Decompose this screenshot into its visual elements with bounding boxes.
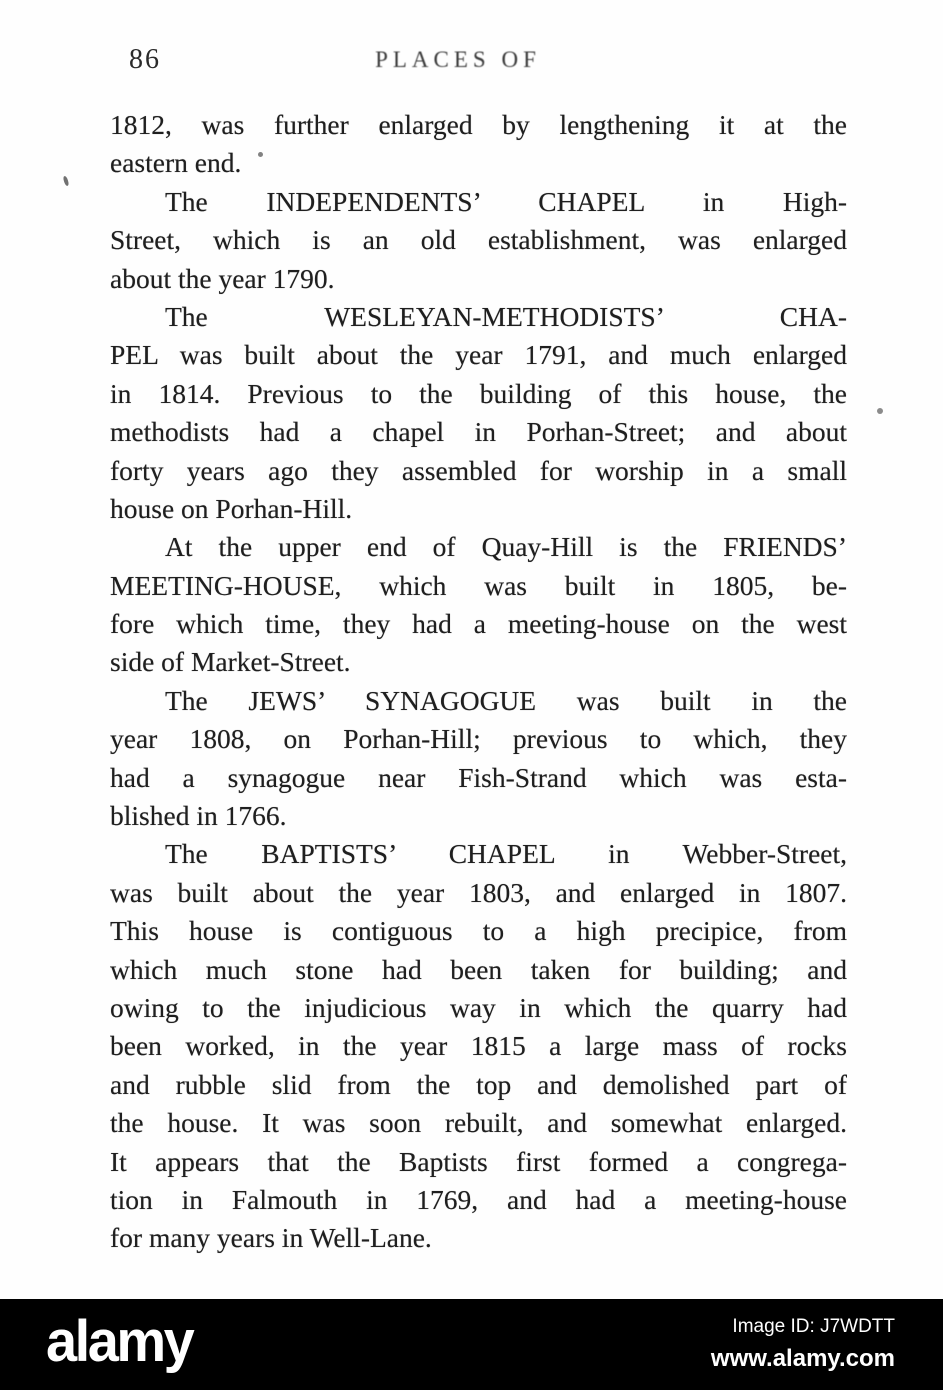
text-line: methodists had a chapel in Porhan-Street; and about — [110, 416, 847, 448]
text-line: The BAPTISTS’ CHAPEL in Webber-Street, — [165, 838, 847, 870]
watermark-bar — [0, 1299, 943, 1390]
alamy-website-text: www.alamy.com — [710, 1345, 895, 1372]
text-line: which much stone had been taken for building; and — [110, 953, 847, 985]
text-line: had a synagogue near Fish-Strand which was esta- — [110, 761, 847, 793]
text-line: about the year 1790. — [110, 262, 335, 294]
text-line: MEETING-HOUSE, which was built in 1805, be- — [110, 569, 847, 601]
scan-speck — [258, 152, 263, 157]
text-line: been worked, in the year 1815 a large mass of rocks — [110, 1030, 847, 1062]
text-line: PEL was built about the year 1791, and much enlarged — [110, 339, 847, 371]
alamy-logo: alamy — [46, 1308, 193, 1374]
text-line: the house. It was soon rebuilt, and somewhat enlarged. — [110, 1107, 847, 1139]
text-line: tion in Falmouth in 1769, and had a meeting-house — [110, 1183, 847, 1215]
page-number: 86 — [129, 44, 161, 75]
text-line: in 1814. Previous to the building of this house, the — [110, 377, 847, 409]
text-line: blished in 1766. — [110, 800, 287, 832]
text-line: and rubble slid from the top and demolished part of — [110, 1068, 847, 1100]
scan-speck — [877, 408, 883, 414]
watermark-info — [711, 1316, 895, 1373]
text-line: At the upper end of Quay-Hill is the FRIENDS’ — [165, 531, 847, 563]
text-line: Street, which is an old establishment, was enlarged — [110, 224, 847, 256]
text-line: forty years ago they assembled for worship in a small — [110, 454, 847, 486]
text-line: It appears that the Baptists first formed a congrega- — [110, 1145, 847, 1177]
text-line: side of Market-Street. — [110, 646, 351, 678]
text-line: owing to the injudicious way in which the quarry had — [110, 991, 847, 1023]
running-head: PLACES OF — [375, 47, 541, 72]
scan-speck — [63, 176, 70, 187]
text-line: 1812, was further enlarged by lengthening it at the — [110, 109, 847, 140]
text-line: The INDEPENDENTS’ CHAPEL in High- — [165, 185, 847, 217]
text-line: The WESLEYAN-METHODISTS’ CHA- — [165, 300, 847, 332]
text-line: This house is contiguous to a high precipice, from — [110, 915, 847, 947]
text-line: fore which time, they had a meeting-house on the west — [110, 608, 847, 640]
text-line: year 1808, on Porhan-Hill; previous to which, they — [110, 723, 847, 755]
text-line: for many years in Well-Lane. — [110, 1222, 432, 1254]
text-line: house on Porhan-Hill. — [110, 492, 353, 524]
text-line: The JEWS’ SYNAGOGUE was built in the — [165, 684, 847, 716]
text-line: eastern end. — [110, 147, 242, 179]
page-text — [110, 106, 847, 1258]
text-line: was built about the year 1803, and enlarged in 1807. — [110, 876, 847, 908]
image-id-text: Image ID: J7WDTT — [732, 1316, 895, 1337]
